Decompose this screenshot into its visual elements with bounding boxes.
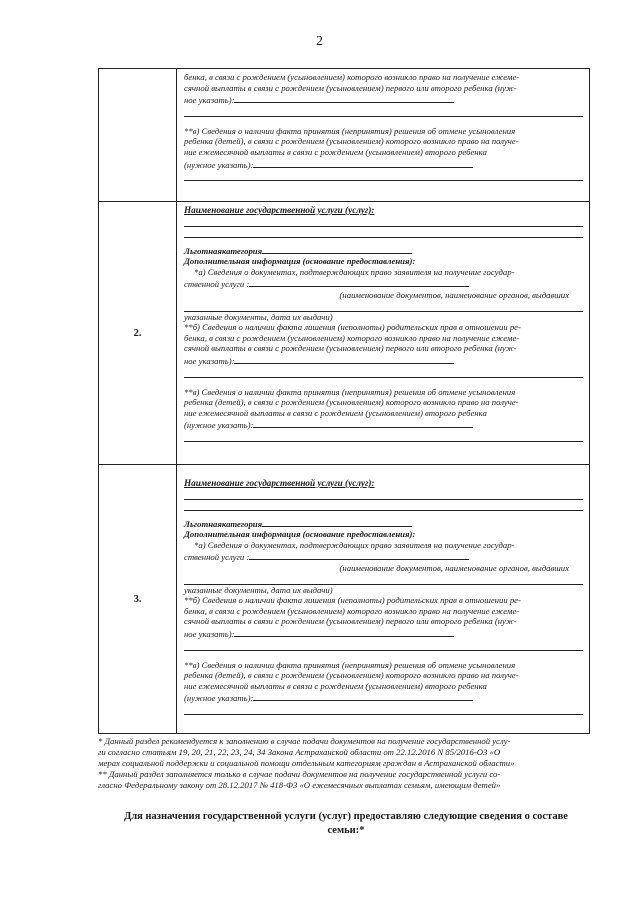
row3-c-line: (нужное указать): — [184, 693, 254, 704]
heading-line: семьи:* — [327, 825, 365, 836]
footnote-line: мерах социальной поддержки и социальной помощи отдельным категориям граждан в Астраханской области» — [98, 758, 515, 768]
row3-b-line: сячной выплаты в связи с рождением (усыновлением) первого или второго ребенка (нуж- — [184, 616, 517, 627]
benefit-category-label: Льготнаякатегория — [184, 245, 263, 256]
footnote-line: * Данный раздел рекомендуется к заполнению в случае подачи документов на получение государственной услу- — [98, 736, 511, 746]
row1-c-line: ребенка (детей), в связи с рождением (усыновлением) которого возникло право на получе- — [184, 136, 519, 147]
footnotes — [98, 736, 594, 791]
row2-c-line: (нужное указать): — [184, 420, 254, 431]
row-number-1 — [99, 69, 177, 202]
row1-c-line: ние ежемесячной выплаты в связи с рождением (усыновлением) второго ребенка — [184, 146, 487, 157]
fill-field[interactable] — [253, 418, 473, 428]
row2-c-line: **в) Сведения о наличии факта принятия (непринятия) решения об отмене усыновления — [184, 386, 516, 397]
blank-line[interactable] — [184, 704, 583, 715]
blank-line[interactable] — [184, 574, 583, 585]
family-composition-heading — [98, 810, 594, 838]
row3-c-line: ние ежемесячной выплаты в связи с рождением (усыновлением) второго ребенка — [184, 680, 487, 691]
fill-field[interactable] — [253, 158, 473, 168]
fill-field[interactable] — [249, 277, 469, 287]
blank-line[interactable] — [184, 640, 583, 651]
row2-b-line: сячной выплаты в связи с рождением (усыновлением) первого или второго ребенка (нуж- — [184, 343, 517, 354]
fill-field[interactable] — [234, 93, 454, 103]
table-row-1 — [99, 69, 590, 202]
footnote-line: ги согласно статьям 19, 20, 21, 22, 23, 24, 34 Закона Астраханской области от 22.12.2016 N 85/2016-ОЗ «О — [98, 747, 501, 757]
row1-b-line: бенка, в связи с рождением (усыновлением) которого возникло право на получение ежеме- — [184, 72, 520, 82]
row1-c-line: **в) Сведения о наличии факта принятия (непринятия) решения об отмене усыновления — [184, 125, 516, 136]
row3-b-line: ное указать): — [184, 628, 235, 639]
row3-c-line: ребенка (детей), в связи с рождением (усыновлением) которого возникло право на получе- — [184, 670, 519, 681]
row2-b-line: **б) Сведения о наличии факта лишения (неполноты) родительских прав в отношении ре- — [184, 322, 521, 333]
row-2-content — [177, 202, 590, 465]
row1-b-line: ное указать): — [184, 95, 235, 106]
documents-note: (наименование документов, наименование органов, выдавших — [339, 562, 569, 573]
blank-line[interactable] — [184, 170, 583, 181]
service-name-label: Наименование государственной услуги (услуг): — [184, 205, 375, 215]
application-form-table — [98, 68, 590, 734]
row2-a-line: *а) Сведения о документах, подтверждающих право заявителя на получение государ- — [194, 266, 515, 277]
row3-a-line: *а) Сведения о документах, подтверждающих право заявителя на получение государ- — [194, 539, 515, 550]
row-1-content — [177, 69, 590, 202]
benefit-category-label: Льготнаякатегория — [184, 518, 263, 529]
fill-field[interactable] — [249, 550, 469, 560]
blank-line[interactable] — [184, 500, 583, 511]
blank-line[interactable] — [184, 489, 583, 500]
row3-b-line: **б) Сведения о наличии факта лишения (неполноты) родительских прав в отношении ре- — [184, 595, 521, 606]
service-name-label: Наименование государственной услуги (услуг): — [184, 478, 375, 488]
blank-line[interactable] — [184, 216, 583, 227]
footnote-line: ** Данный раздел заполняется только в случае подачи документов на получение государственной услуги со- — [98, 769, 501, 779]
blank-line[interactable] — [184, 431, 583, 442]
row-number-3: 3. — [99, 465, 177, 734]
footnote-line: гласно Федеральному закону от 28.12.2017 № 418-ФЗ «О ежемесячных выплатах семьям, имеющим детей» — [98, 780, 501, 790]
extra-info-label: Дополнительная информация (основание предоставления): — [184, 529, 416, 540]
row3-c-line: **в) Сведения о наличии факта принятия (непринятия) решения об отмене усыновления — [184, 659, 516, 670]
row1-b-line: сячной выплаты в связи с рождением (усыновлением) первого или второго ребенка (нуж- — [184, 82, 517, 93]
table-row-2 — [99, 202, 590, 465]
extra-info-label: Дополнительная информация (основание предоставления): — [184, 256, 416, 267]
blank-line[interactable] — [184, 227, 583, 238]
blank-line[interactable] — [184, 106, 583, 117]
row3-b-line: бенка, в связи с рождением (усыновлением) которого возникло право на получение ежеме- — [184, 605, 520, 616]
blank-line[interactable] — [184, 301, 583, 312]
row2-a-line: ственной услуги : — [184, 279, 250, 290]
fill-field[interactable] — [262, 244, 412, 254]
page-number: 2 — [316, 34, 323, 49]
row2-c-line: ребенка (детей), в связи с рождением (усыновлением) которого возникло право на получе- — [184, 397, 519, 408]
row1-c-line: (нужное указать): — [184, 159, 254, 170]
row2-c-line: ние ежемесячной выплаты в связи с рождением (усыновлением) второго ребенка — [184, 407, 487, 418]
fill-field[interactable] — [234, 354, 454, 364]
row-number-2: 2. — [99, 202, 177, 465]
table-row-3 — [99, 465, 590, 734]
heading-line: Для назначения государственной услуги (услуг) предоставляю следующие сведения о составе — [124, 811, 568, 822]
fill-field[interactable] — [253, 691, 473, 701]
documents-note: (наименование документов, наименование органов, выдавших — [339, 289, 569, 300]
documents-note-2: указанные документы, дата их выдачи) — [184, 584, 333, 595]
fill-field[interactable] — [262, 517, 412, 527]
documents-note-2: указанные документы, дата их выдачи) — [184, 311, 333, 322]
row2-b-line: бенка, в связи с рождением (усыновлением) которого возникло право на получение ежеме- — [184, 332, 520, 343]
row2-b-line: ное указать): — [184, 355, 235, 366]
row3-a-line: ственной услуги : — [184, 552, 250, 563]
fill-field[interactable] — [234, 627, 454, 637]
row-3-content — [177, 465, 590, 734]
blank-line[interactable] — [184, 367, 583, 378]
